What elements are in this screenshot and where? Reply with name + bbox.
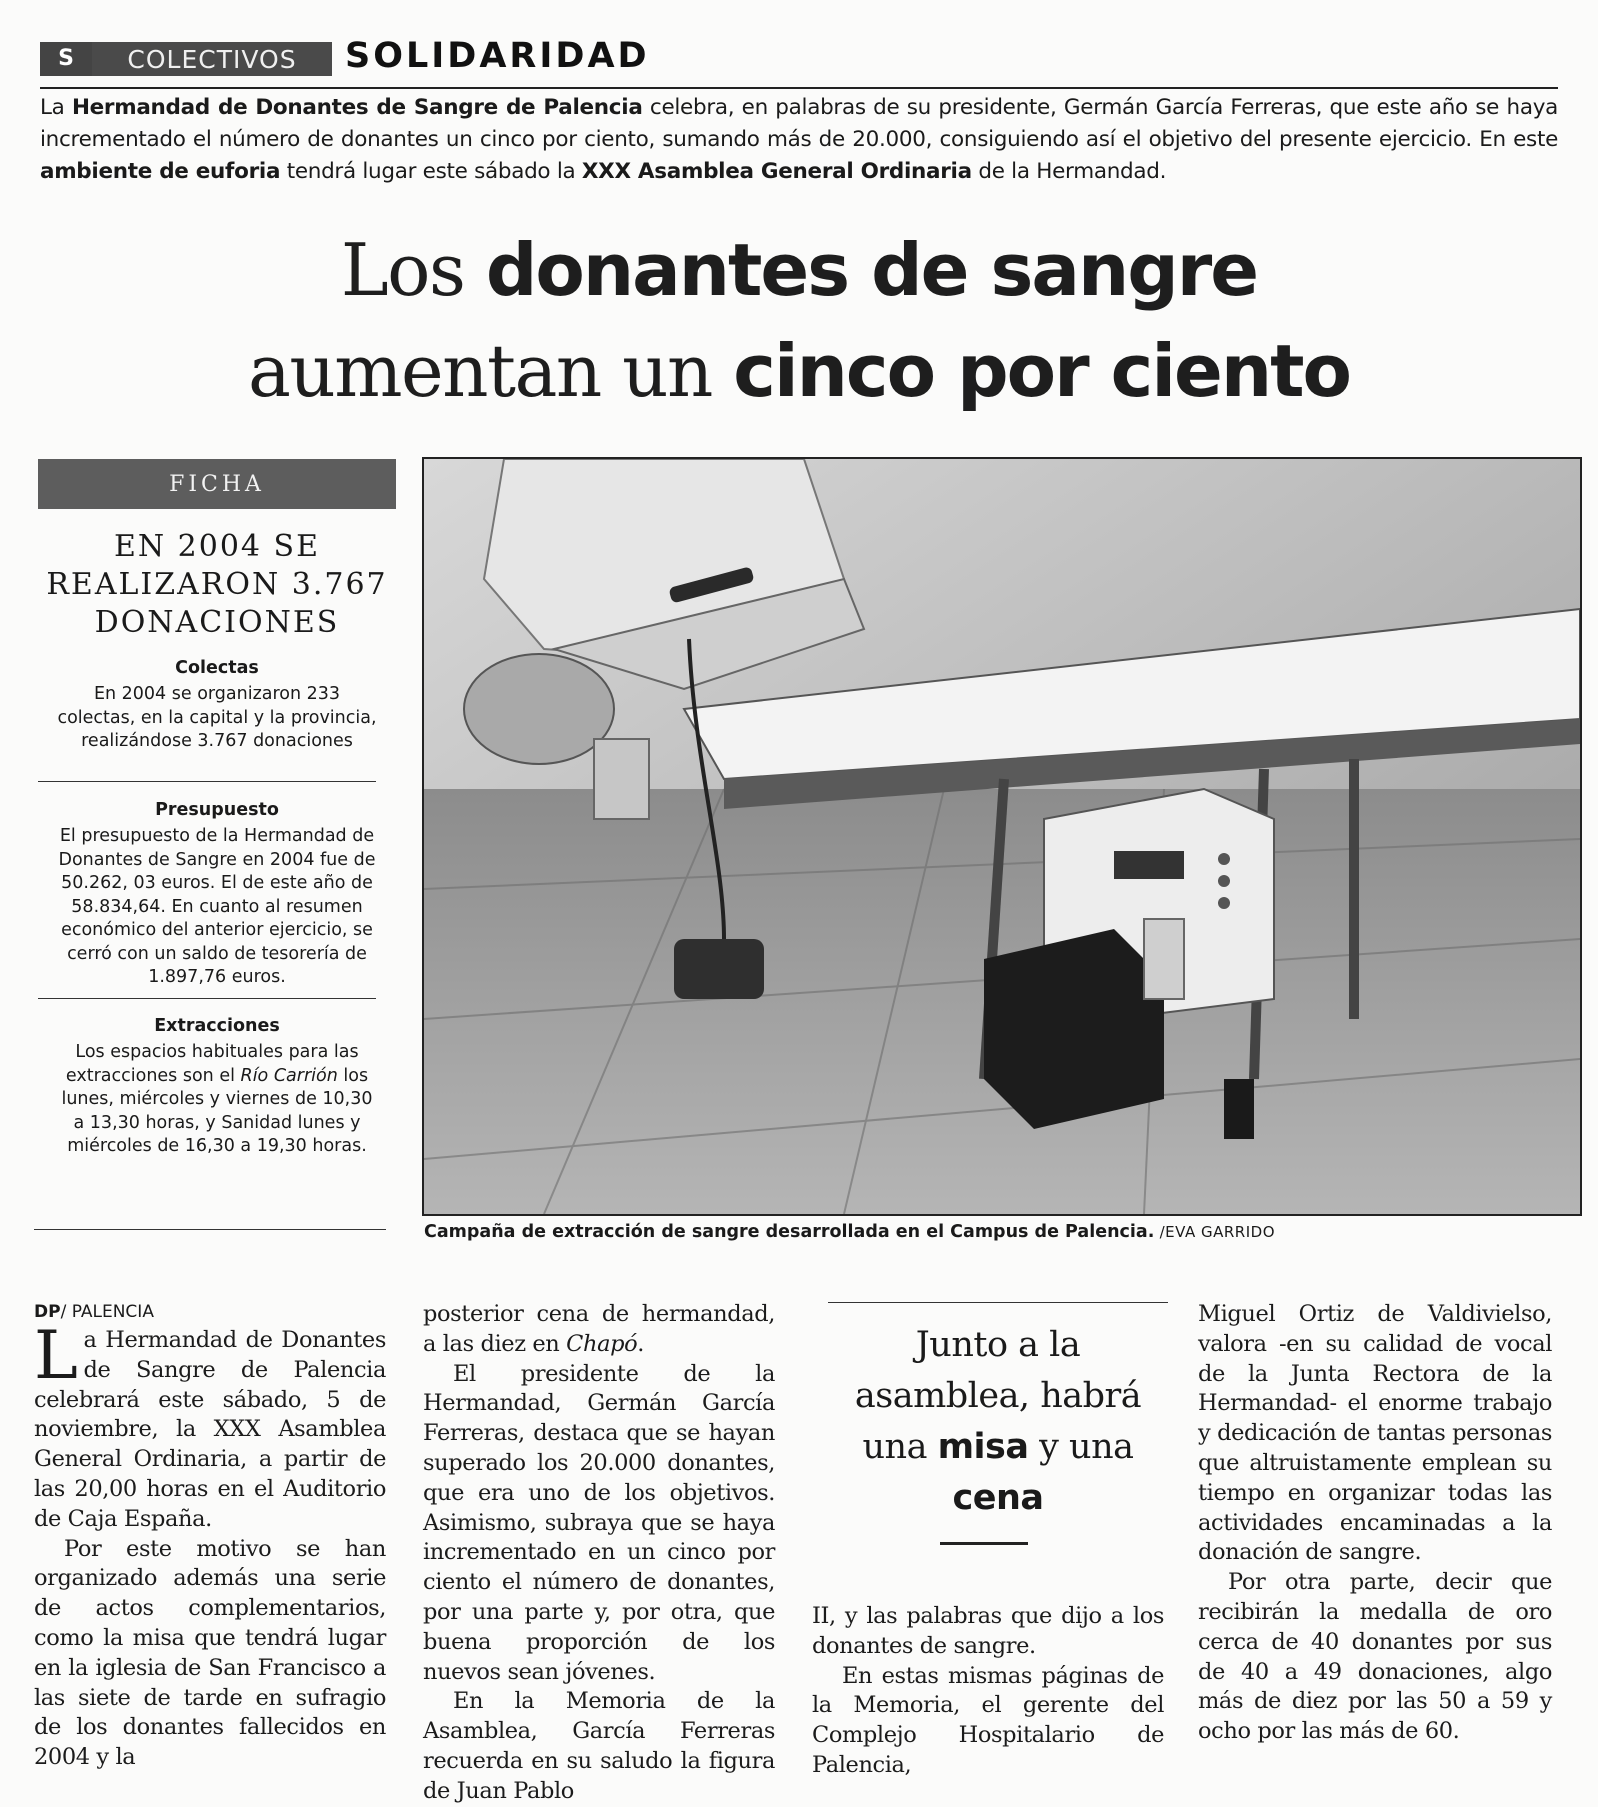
ficha-heading-colectas: Colectas (175, 658, 259, 678)
ficha-heading-presupuesto: Presupuesto (155, 800, 279, 820)
article-paragraph: II, y las palabras que dijo a los donantes de sangre. (812, 1603, 1164, 1659)
article-paragraph: En la Memoria de la Asamblea, García Ferreras recuerda en su saludo la figura de Juan Pablo (423, 1688, 775, 1804)
pull-quote-bottom-rule (940, 1542, 1028, 1545)
ficha-text-presupuesto: El presupuesto de la Hermandad de Donantes de Sangre en 2004 fue de 50.262, 03 euros. El de este año de 58.834,64. En cuanto al resumen económico del anterior ejercicio, se cerró con un saldo de tesorería de 1.897,76 euros. (58, 826, 376, 987)
ficha-text-extracciones: Los espacios habituales para las extracciones son el Río Carrión los lunes, miércoles y viernes de 10,30 a 13,30 horas, y Sanidad lunes y miércoles de 16,30 a 19,30 horas. (61, 1042, 373, 1156)
article-paragraph: Por este motivo se han organizado además una serie de actos complementarios, como la misa que tendrá lugar en la iglesia de San Francisco a las siete de tarde en sufragio de los donantes fallecidos en 2004 y la (34, 1535, 386, 1771)
article-column-3 (812, 1602, 1164, 1781)
drop-cap: L (34, 1317, 78, 1394)
byline: DP/ PALENCIA (34, 1302, 154, 1322)
section-label: COLECTIVOS (92, 42, 332, 76)
article-column-2 (423, 1300, 775, 1807)
article-paragraph: Miguel Ortiz de Valdivielso, valora -en su calidad de vocal de la Junta Rectora de la Hermandad- el enorme trabajo y dedicación de tantas personas que altruistamente emplean su tiempo en organizar todas las actividades encaminadas a la donación de sangre. (1198, 1301, 1552, 1566)
pull-quote-top-rule (828, 1302, 1168, 1303)
article-paragraph: La Hermandad de Donantes de Sangre de Palencia celebrará este sábado, 5 de noviembre, la XXX Asamblea General Ordinaria, a partir de las 20,00 horas en el Auditorio de Caja España. (34, 1317, 386, 1532)
section-title: SOLIDARIDAD (345, 36, 650, 76)
article-column-1 (34, 1317, 386, 1773)
section-logo: S (40, 42, 92, 76)
ficha-label: FICHA (38, 459, 396, 509)
photo-caption: Campaña de extracción de sangre desarrollada en el Campus de Palencia. /EVA GARRIDO (424, 1222, 1275, 1242)
ficha-title: EN 2004 SE REALIZARON 3.767 DONACIONES (46, 529, 388, 640)
article-paragraph: Por otra parte, decir que recibirán la medalla de oro cerca de 40 donantes por sus de 40 a 49 donaciones, algo más de diez por las 50 a 59 y ocho por las más de 60. (1198, 1569, 1552, 1745)
article-column-4 (1198, 1300, 1552, 1747)
ficha-heading-extracciones: Extracciones (154, 1016, 280, 1036)
ficha-text-colectas: En 2004 se organizaron 233 colectas, en la capital y la provincia, realizándose 3.767 donaciones (57, 684, 377, 751)
headline-line-1: Los donantes de sangre (340, 228, 1258, 312)
header-rule (40, 87, 1558, 89)
headline-line-2: aumentan un cinco por ciento (247, 329, 1351, 413)
lead-paragraph: La Hermandad de Donantes de Sangre de Palencia celebra, en palabras de su presidente, Germán García Ferreras, que este año se haya incrementado el número de donantes un cinco por ciento, sumando más de 20.000, consiguiendo así el objetivo del presente ejercicio. En este ambiente de euforia tendrá lugar este sábado la XXX Asamblea General Ordinaria de la Hermandad. (40, 95, 1558, 184)
photo-credit: /EVA GARRIDO (1154, 1223, 1275, 1241)
article-paragraph: posterior cena de hermandad, a las diez en Chapó. (423, 1301, 775, 1357)
pull-quote: Junto a la asamblea, habrá una misa y una cena (854, 1325, 1142, 1518)
ficha-bottom-rule (34, 1229, 386, 1230)
article-paragraph: En estas mismas páginas de la Memoria, el gerente del Complejo Hospitalario de Palencia, (812, 1662, 1164, 1778)
headline (40, 220, 1558, 422)
ficha-divider (38, 998, 376, 999)
photo-illustration (424, 459, 1580, 1214)
article-paragraph: El presidente de la Hermandad, Germán García Ferreras, destaca que se hayan superado los 20.000 donantes, que era uno de los objetivos. Asimismo, subraya que se haya incrementado en un cinco por ciento el número de donantes, por una parte y, por otra, que buena proporción de los nuevos sean jóvenes. (423, 1360, 775, 1685)
news-photo (424, 459, 1580, 1214)
ficha-divider (38, 781, 376, 782)
